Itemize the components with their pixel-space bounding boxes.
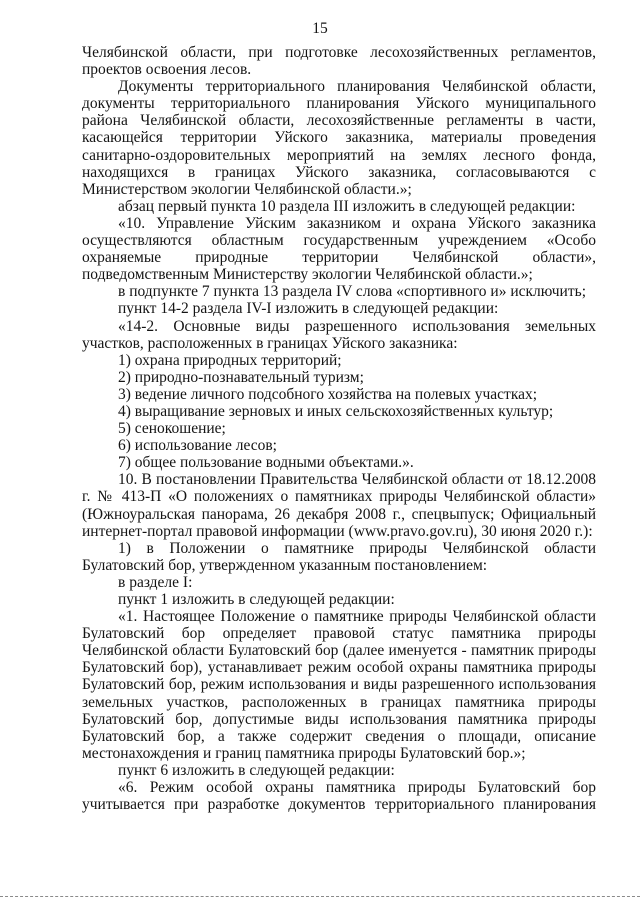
paragraph: 1) охрана природных территорий; — [118, 351, 342, 369]
page-number: 15 — [312, 20, 328, 37]
paragraph: «14-2. Основные виды разрешенного использования земельных участков, расположенных в границах Уйского заказника: — [82, 317, 596, 352]
paragraph: 5) сенокошение; — [118, 420, 226, 438]
document-body — [82, 44, 596, 813]
paragraph: 6) использование лесов; — [118, 437, 277, 455]
paragraph: «1. Настоящее Положение о памятнике природы Челябинской области Булатовский бор определяет правовой статус памятника природы Челябинской области Булатовский бор (далее именуется - памятник природы Булатовский бор), устанавливает режим особой охраны памятника природы Булатовский бор, режим использования и виды разрешенного использования земельных участков, расположенных в границах памятника природы Булатовский бор, допустимые виды использования памятника природы Булатовский бор, а также содержит сведения о площади, описание местонахождения и границ памятника природы Булатовский бор.»; — [82, 608, 596, 762]
paragraph: абзац первый пункта 10 раздела III изложить в следующей редакции: — [118, 197, 576, 215]
paragraph: пункт 14-2 раздела IV-I изложить в следующей редакции: — [118, 300, 499, 318]
paragraph: Челябинской области, при подготовке лесохозяйственных регламентов, проектов освоения лесов. — [82, 44, 596, 79]
paragraph: в подпункте 7 пункта 13 раздела IV слова «спортивного и» исключить; — [118, 283, 587, 301]
paragraph: пункт 1 изложить в следующей редакции: — [118, 591, 395, 608]
paragraph: Документы территориального планирования Челябинской области, документы территориального планирования Уйского муниципального района Челябинской области, лесохозяйственные регламенты в части, касающейся территории Уйского заказника, материалы проведения санитарно-оздоровительных мероприятий на землях лесного фонда, находящихся в границах Уйского заказника, согласовываются с Министерством экологии Челябинской области.»; — [82, 78, 596, 198]
paragraph: 2) природно-познавательный туризм; — [118, 368, 364, 386]
paragraph: 3) ведение личного подсобного хозяйства на полевых участках; — [118, 385, 538, 403]
paragraph: 7) общее пользование водными объектами.». — [118, 454, 414, 472]
paragraph: 4) выращивание зерновых и иных сельскохозяйственных культур; — [118, 402, 554, 420]
paragraph: 1) в Положении о памятнике природы Челябинской области Булатовский бор, утвержденном указанным постановлением: — [82, 539, 596, 574]
paragraph: в разделе I: — [118, 573, 193, 591]
paragraph: «10. Управление Уйским заказником и охрана Уйского заказника осуществляются областным государственным учреждением «Особо охраняемые природные территории Челябинской области», подведомственным Министерству экологии Челябинской области.»; — [82, 214, 596, 284]
paragraph: 10. В постановлении Правительства Челябинской области от 18.12.2008 г. № 413-П «О положениях о памятниках природы Челябинской области» (Южноуральская панорама, 26 декабря 2008 г., спецвыпуск; Официальный интернет-портал правовой информации (www.pravo.gov.ru), 30 июня 2020 г.): — [82, 471, 596, 540]
paragraph: пункт 6 изложить в следующей редакции: — [118, 761, 395, 779]
page-bottom-edge — [0, 896, 640, 897]
paragraph: «6. Режим особой охраны памятника природы Булатовский бор учитывается при разработке документов территориального планирования — [82, 779, 596, 814]
